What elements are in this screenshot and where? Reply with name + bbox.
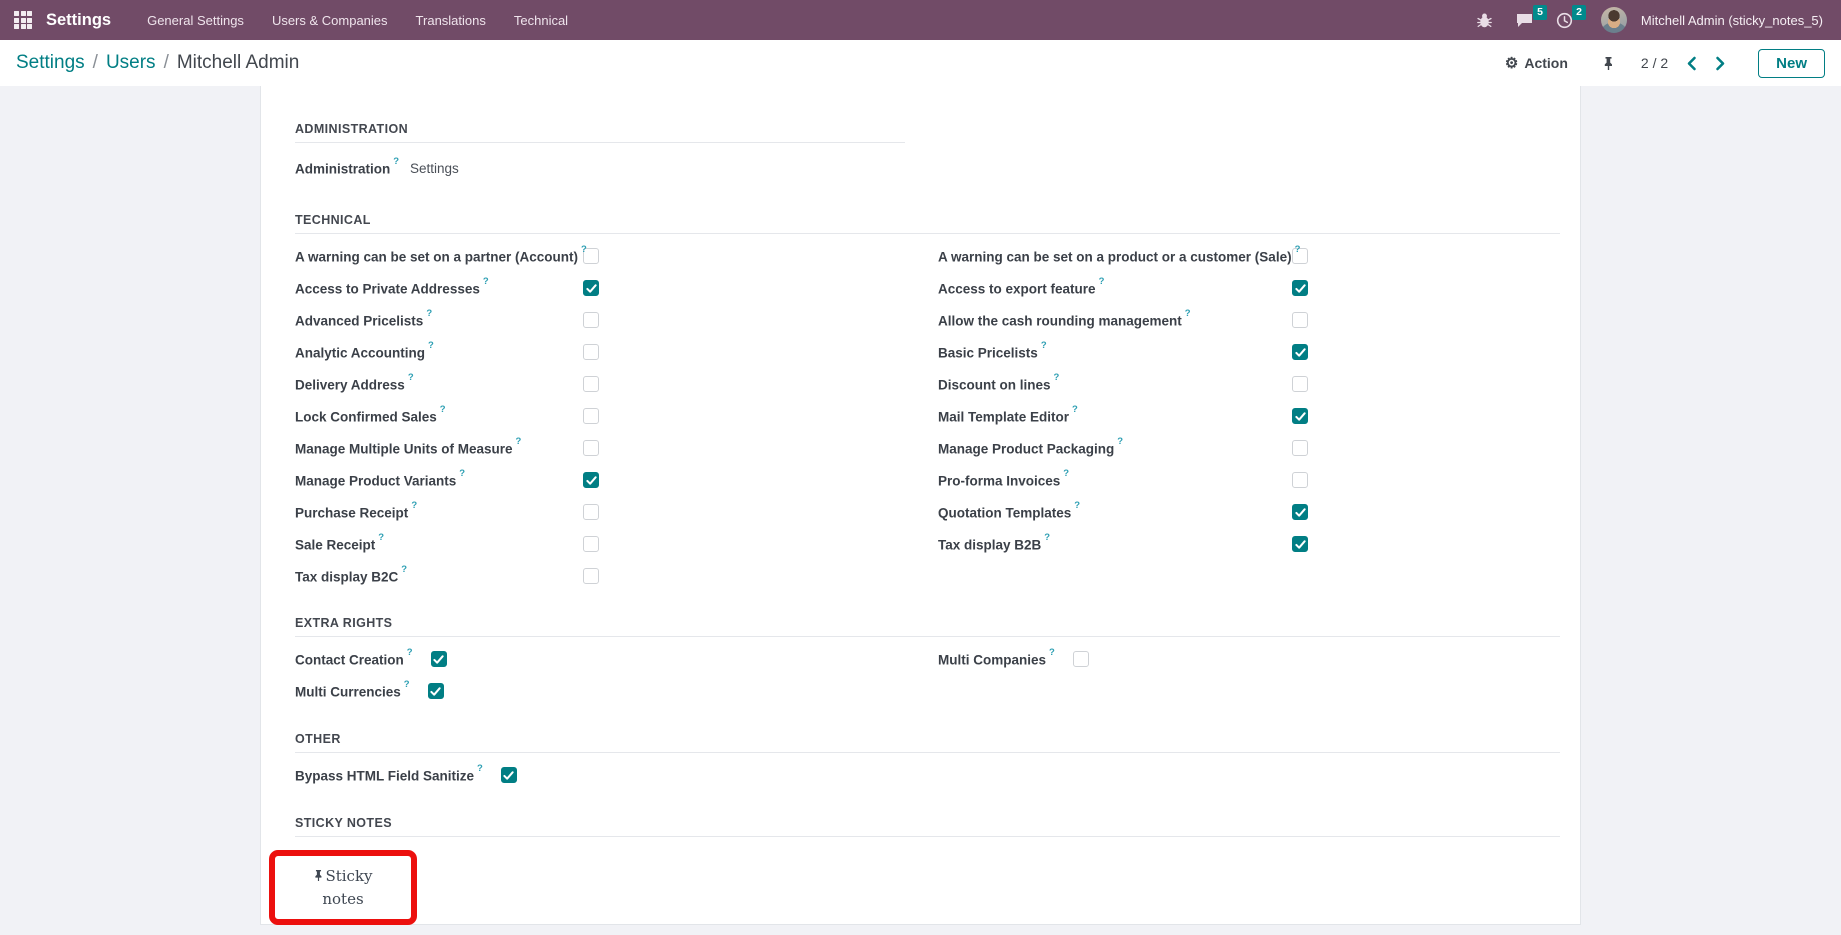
- activities-button[interactable]: [1552, 6, 1582, 31]
- field-label-tax-display-b2b: Tax display B2B ?: [938, 531, 1051, 553]
- field-label-pro-forma-invoices: Pro-forma Invoices ?: [938, 467, 1070, 489]
- section-administration: [295, 122, 1580, 179]
- section-title-administration: ADMINISTRATION: [295, 122, 408, 136]
- navbar-menu: [137, 7, 578, 34]
- field-label-sale-receipt: Sale Receipt ?: [295, 531, 385, 553]
- field-row-allow-the-cash-rounding-management: [938, 304, 1308, 336]
- field-row-mail-template-editor: [938, 400, 1308, 432]
- field-label-a-warning-can-be-set-on-a-product-or-a-customer-sale: A warning can be set on a product or a customer (Sale) ?: [938, 243, 1301, 265]
- section-technical: [295, 213, 1580, 592]
- navbar-menu-item-translations[interactable]: Translations: [415, 12, 486, 28]
- breadcrumb-mitchell-admin: Mitchell Admin: [176, 52, 300, 73]
- field-row-administration: [295, 157, 1580, 179]
- breadcrumb-settings[interactable]: Settings: [16, 52, 85, 73]
- user-access-rights-form: [295, 122, 1580, 925]
- field-row-discount-on-lines: [938, 368, 1308, 400]
- checkbox-manage-product-packaging[interactable]: [1292, 440, 1308, 456]
- action-menu-button[interactable]: [1505, 55, 1568, 71]
- messages-badge: 5: [1533, 5, 1547, 21]
- control-panel: [0, 40, 1841, 86]
- help-icon: ?: [403, 678, 410, 690]
- sticky-notes-widget[interactable]: [269, 850, 417, 925]
- field-row-tax-display-b2c: [295, 560, 1580, 592]
- field-label-a-warning-can-be-set-on-a-partner-account: A warning can be set on a partner (Account) ?: [295, 243, 587, 265]
- help-icon: ?: [482, 275, 489, 287]
- field-label-bypass-html-field-sanitize: Bypass HTML Field Sanitize ?: [295, 762, 483, 784]
- checkbox-delivery-address[interactable]: [583, 376, 599, 392]
- pager-value: 2 / 2: [1640, 55, 1669, 71]
- top-navbar: [0, 0, 1841, 40]
- field-label-basic-pricelists: Basic Pricelists ?: [938, 339, 1047, 361]
- apps-grid-icon[interactable]: [14, 11, 32, 29]
- field-row-pro-forma-invoices: [938, 464, 1308, 496]
- checkbox-multi-currencies[interactable]: [428, 683, 444, 699]
- checkbox-manage-multiple-units-of-measure[interactable]: [583, 440, 599, 456]
- checkbox-advanced-pricelists[interactable]: [583, 312, 599, 328]
- checkbox-bypass-html-field-sanitize[interactable]: [501, 767, 517, 783]
- field-label-administration: Administration ?: [295, 155, 400, 177]
- help-icon: ?: [581, 243, 587, 255]
- section-sticky-notes: [295, 816, 1580, 925]
- action-label: Action: [1524, 55, 1568, 71]
- breadcrumb-separator: /: [92, 52, 98, 73]
- section-divider: [295, 752, 1560, 753]
- help-icon: ?: [378, 531, 385, 543]
- help-icon: ?: [1040, 339, 1047, 351]
- help-icon: ?: [1098, 275, 1105, 287]
- thumbtack-icon: [313, 867, 325, 885]
- navbar-menu-item-general-settings[interactable]: General Settings: [147, 12, 244, 28]
- help-icon: ?: [1044, 531, 1051, 543]
- field-value-administration: Settings: [410, 160, 459, 176]
- help-icon: ?: [1072, 403, 1078, 415]
- field-row-multi-companies: [938, 643, 1089, 675]
- column-right: [938, 643, 1089, 675]
- help-icon: ?: [1117, 435, 1124, 447]
- help-icon: ?: [439, 403, 446, 415]
- messages-button[interactable]: [1511, 6, 1543, 31]
- field-label-manage-product-variants: Manage Product Variants ?: [295, 467, 466, 489]
- pager-previous-button[interactable]: [1686, 56, 1697, 71]
- main-content: [0, 86, 1841, 935]
- field-row-quotation-templates: [938, 496, 1308, 528]
- section-other: [295, 732, 1580, 791]
- section-title-extra-rights: EXTRA RIGHTS: [295, 616, 393, 630]
- field-label-delivery-address: Delivery Address ?: [295, 371, 414, 393]
- pager-next-button[interactable]: [1715, 56, 1726, 71]
- breadcrumb-separator: /: [163, 52, 169, 73]
- field-row-a-warning-can-be-set-on-a-product-or-a-customer-sale: [938, 240, 1308, 272]
- navbar-menu-item-technical[interactable]: Technical: [513, 12, 569, 28]
- checkbox-multi-companies[interactable]: [1073, 651, 1089, 667]
- section-rows-technical: [295, 240, 1580, 592]
- field-label-tax-display-b2c: Tax display B2C ?: [295, 563, 408, 585]
- column-right: [938, 240, 1308, 560]
- field-label-contact-creation: Contact Creation ?: [295, 646, 413, 668]
- help-icon: ?: [1063, 467, 1070, 479]
- field-row-multi-currencies: [295, 675, 1580, 707]
- checkbox-manage-product-variants[interactable]: [583, 472, 599, 488]
- checkbox-quotation-templates[interactable]: [1292, 504, 1308, 520]
- checkbox-contact-creation[interactable]: [431, 651, 447, 667]
- checkbox-basic-pricelists[interactable]: [1292, 344, 1308, 360]
- app-name-settings[interactable]: Settings: [46, 10, 112, 29]
- activities-badge: 2: [1572, 5, 1586, 21]
- field-label-manage-product-packaging: Manage Product Packaging ?: [938, 435, 1124, 457]
- help-icon: ?: [428, 339, 434, 351]
- help-icon: ?: [426, 307, 433, 319]
- help-icon: ?: [407, 371, 414, 383]
- field-label-analytic-accounting: Analytic Accounting ?: [295, 339, 434, 361]
- section-rows-extra-rights: [295, 643, 1580, 707]
- section-divider: [295, 636, 1560, 637]
- section-extra-rights: [295, 616, 1580, 707]
- help-icon: ?: [411, 499, 418, 511]
- help-icon: ?: [459, 467, 466, 479]
- help-icon: ?: [393, 155, 400, 167]
- section-divider: [295, 836, 1560, 837]
- field-label-access-to-private-addresses: Access to Private Addresses ?: [295, 275, 489, 297]
- help-icon: ?: [1074, 499, 1081, 511]
- field-label-manage-multiple-units-of-measure: Manage Multiple Units of Measure ?: [295, 435, 522, 457]
- checkbox-mail-template-editor[interactable]: [1292, 408, 1308, 424]
- pin-icon[interactable]: [1602, 56, 1615, 71]
- new-button[interactable]: New: [1758, 49, 1825, 78]
- checkbox-tax-display-b2c[interactable]: [583, 568, 599, 584]
- user-avatar[interactable]: [1601, 7, 1627, 33]
- column-left: [295, 759, 1580, 791]
- section-divider: [295, 233, 1560, 234]
- field-label-multi-companies: Multi Companies ?: [938, 646, 1055, 668]
- checkbox-access-to-export-feature[interactable]: [1292, 280, 1308, 296]
- user-menu[interactable]: Mitchell Admin (sticky_notes_5): [1640, 12, 1823, 28]
- section-title-other: OTHER: [295, 732, 341, 746]
- checkbox-lock-confirmed-sales[interactable]: [583, 408, 599, 424]
- section-title-sticky-notes: STICKY NOTES: [295, 816, 392, 830]
- field-label-lock-confirmed-sales: Lock Confirmed Sales ?: [295, 403, 446, 425]
- form-sheet: [260, 86, 1581, 925]
- clock-icon: [1556, 12, 1573, 29]
- field-row-basic-pricelists: [938, 336, 1308, 368]
- control-panel-buttons: [1505, 49, 1825, 78]
- field-row-tax-display-b2b: [938, 528, 1308, 560]
- checkbox-discount-on-lines[interactable]: [1292, 376, 1308, 392]
- checkbox-allow-the-cash-rounding-management[interactable]: [1292, 312, 1308, 328]
- navbar-menu-item-users-companies[interactable]: Users & Companies: [271, 12, 388, 28]
- field-row-access-to-export-feature: [938, 272, 1308, 304]
- field-label-quotation-templates: Quotation Templates ?: [938, 499, 1081, 521]
- section-divider: [295, 142, 905, 143]
- help-icon: ?: [477, 762, 483, 774]
- checkbox-access-to-private-addresses[interactable]: [583, 280, 599, 296]
- field-row-manage-product-packaging: [938, 432, 1308, 464]
- section-rows-other: [295, 759, 1580, 791]
- sticky-notes-label: Sticky notes: [307, 865, 379, 911]
- field-label-purchase-receipt: Purchase Receipt ?: [295, 499, 418, 521]
- field-label-access-to-export-feature: Access to export feature ?: [938, 275, 1105, 297]
- field-label-advanced-pricelists: Advanced Pricelists ?: [295, 307, 433, 329]
- checkbox-sale-receipt[interactable]: [583, 536, 599, 552]
- debug-bug-icon[interactable]: [1472, 10, 1497, 31]
- navbar-systray: [1472, 7, 1823, 33]
- field-row-bypass-html-field-sanitize: [295, 759, 1580, 791]
- breadcrumb-users[interactable]: Users: [105, 52, 156, 73]
- field-label-allow-the-cash-rounding-management: Allow the cash rounding management ?: [938, 307, 1191, 329]
- help-icon: ?: [515, 435, 522, 447]
- checkbox-pro-forma-invoices[interactable]: [1292, 472, 1308, 488]
- field-label-mail-template-editor: Mail Template Editor ?: [938, 403, 1078, 425]
- help-icon: ?: [406, 646, 413, 658]
- breadcrumb: [16, 52, 299, 74]
- help-icon: ?: [1184, 307, 1191, 319]
- help-icon: ?: [1294, 243, 1301, 255]
- help-icon: ?: [1049, 646, 1055, 658]
- checkbox-purchase-receipt[interactable]: [583, 504, 599, 520]
- section-title-technical: TECHNICAL: [295, 213, 371, 227]
- help-icon: ?: [401, 563, 408, 575]
- gear-icon: ⚙: [1504, 54, 1519, 72]
- field-label-discount-on-lines: Discount on lines ?: [938, 371, 1060, 393]
- checkbox-tax-display-b2b[interactable]: [1292, 536, 1308, 552]
- checkbox-analytic-accounting[interactable]: [583, 344, 599, 360]
- field-label-multi-currencies: Multi Currencies ?: [295, 678, 410, 700]
- speech-bubble-icon: [1515, 12, 1534, 29]
- help-icon: ?: [1053, 371, 1060, 383]
